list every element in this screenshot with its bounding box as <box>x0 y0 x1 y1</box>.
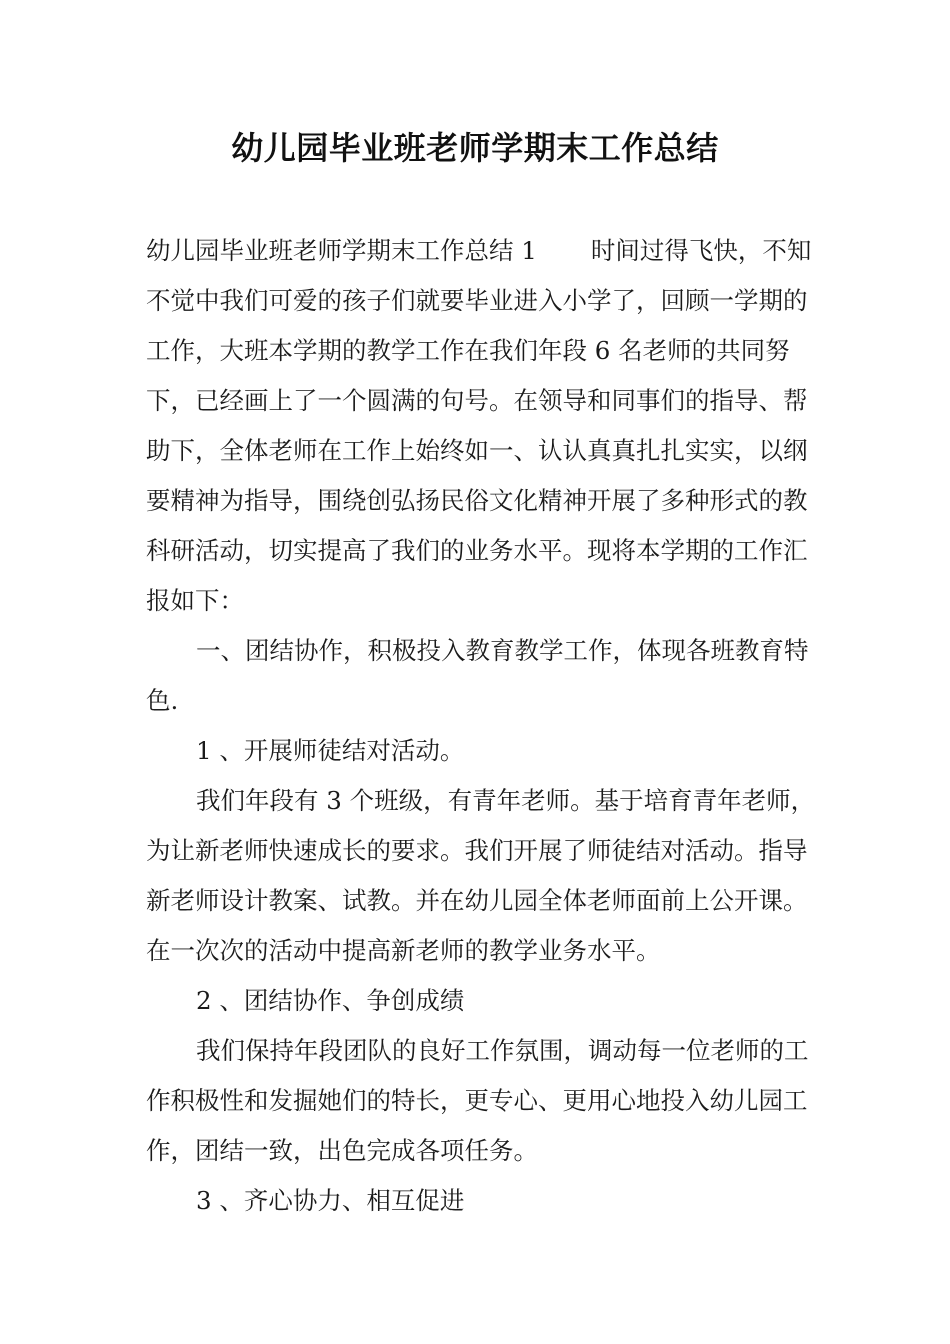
section-heading-1: 一、团结协作，积极投入教育教学工作，体现各班教育特色. <box>146 636 809 715</box>
document-body <box>146 226 826 1226</box>
intro-paragraph <box>146 226 826 626</box>
subsection-heading-3: 3 、齐心协力、相互促进 <box>196 1186 465 1215</box>
intro-text: 时间过得飞快，不知不觉中我们可爱的孩子们就要毕业进入小学了，回顾一学期的工作，大班本学期的教学工作在我们年段 6 名老师的共同努下，已经画上了一个圆满的句号。在领导和同事们的指导、帮助下，全体老师在工作上始终如一、认认真真扎扎实实，以纲要精神为指导，围绕创弘扬民俗文化精神开展了多种形式的教科研活动，切实提高了我们的业务水平。现将本学期的工作汇报如下： <box>146 236 812 615</box>
subsection-heading-1: 1 、开展师徒结对活动。 <box>196 736 465 765</box>
subsection-heading-2: 2 、团结协作、争创成绩 <box>196 986 465 1015</box>
intro-heading: 幼儿园毕业班老师学期末工作总结 1 <box>146 236 537 265</box>
document-title: 幼儿园毕业班老师学期末工作总结 <box>231 129 719 167</box>
body-paragraph-1: 我们年段有 3 个班级，有青年老师。基于培育青年老师，为让新老师快速成长的要求。我们开展了师徒结对活动。指导新老师设计教案、试教。并在幼儿园全体老师面前上公开课。在一次次的活动中提高新老师的教学业务水平。 <box>146 786 816 965</box>
body-paragraph-2: 我们保持年段团队的良好工作氛围，调动每一位老师的工作积极性和发掘她们的特长，更专心、更用心地投入幼儿园工作，团结一致，出色完成各项任务。 <box>146 1036 809 1165</box>
